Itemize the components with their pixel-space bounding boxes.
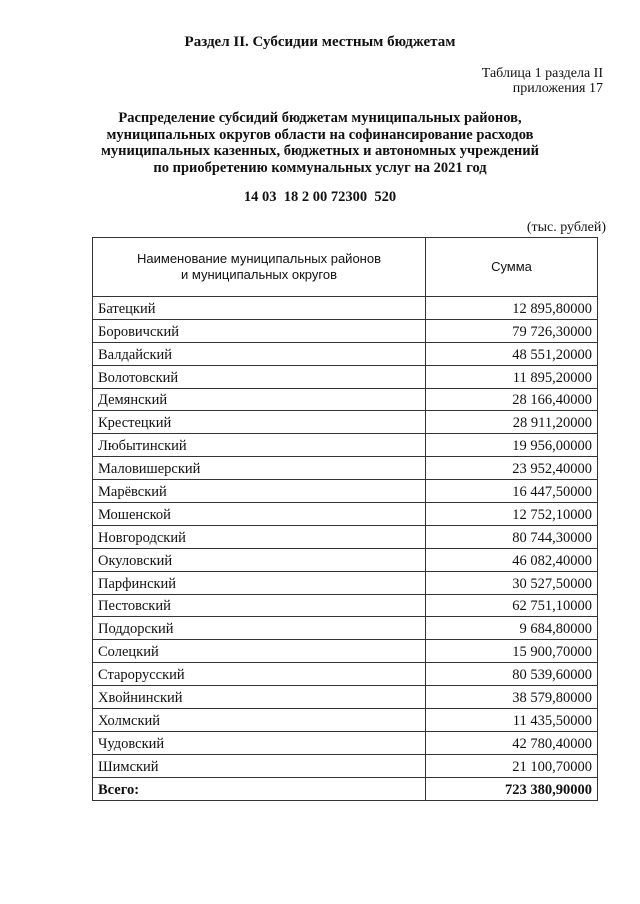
table-header-row [93, 238, 598, 297]
subsidy-amount: 9 684,80000 [426, 617, 598, 640]
district-name: Боровичский [93, 319, 426, 342]
district-name: Шимский [93, 754, 426, 777]
district-name: Старорусский [93, 663, 426, 686]
subsidy-amount: 11 895,20000 [426, 365, 598, 388]
table-row [93, 731, 598, 754]
subsidy-amount: 38 579,80000 [426, 686, 598, 709]
subsidy-amount: 12 752,10000 [426, 503, 598, 526]
total-label: Всего: [93, 777, 426, 800]
table-row [93, 365, 598, 388]
table-row [93, 754, 598, 777]
table-row [93, 388, 598, 411]
table-row [93, 503, 598, 526]
subsidy-amount: 12 895,80000 [426, 297, 598, 320]
subsidy-amount: 21 100,70000 [426, 754, 598, 777]
document-heading [0, 110, 640, 176]
subsidy-amount: 48 551,20000 [426, 342, 598, 365]
district-name: Любытинский [93, 434, 426, 457]
district-name: Новгородский [93, 525, 426, 548]
district-name: Окуловский [93, 548, 426, 571]
name-column-header [93, 238, 426, 297]
heading-line: по приобретению коммунальных услуг на 2021 год [153, 159, 487, 176]
table-row [93, 640, 598, 663]
table-reference-line: Таблица 1 раздела II [481, 66, 603, 81]
district-name: Хвойнинский [93, 686, 426, 709]
subsidy-amount: 42 780,40000 [426, 731, 598, 754]
subsidy-amount: 15 900,70000 [426, 640, 598, 663]
table-reference-line: приложения 17 [512, 81, 603, 96]
subsidy-amount: 80 744,30000 [426, 525, 598, 548]
district-name: Мошенской [93, 503, 426, 526]
heading-line: муниципальных казенных, бюджетных и автономных учреждений [101, 143, 539, 159]
subsidy-amount: 62 751,10000 [426, 594, 598, 617]
district-name: Парфинский [93, 571, 426, 594]
subsidy-amount: 16 447,50000 [426, 480, 598, 503]
table-row [93, 411, 598, 434]
table-row [93, 548, 598, 571]
subsidy-amount: 28 911,20000 [426, 411, 598, 434]
header-line: Наименование муниципальных районов [137, 251, 381, 266]
table-row [93, 594, 598, 617]
budget-code: 14 03 18 2 00 72300 520 [243, 189, 397, 205]
district-name: Поддорский [93, 617, 426, 640]
subsidy-amount: 80 539,60000 [426, 663, 598, 686]
subsidy-amount: 30 527,50000 [426, 571, 598, 594]
table-row [93, 686, 598, 709]
district-name: Пестовский [93, 594, 426, 617]
table-row [93, 457, 598, 480]
total-amount: 723 380,90000 [426, 777, 598, 800]
table-row [93, 480, 598, 503]
subsidy-amount: 11 435,50000 [426, 709, 598, 732]
district-name: Волотовский [93, 365, 426, 388]
subsidy-amount: 23 952,40000 [426, 457, 598, 480]
table-row [93, 617, 598, 640]
header-line: и муниципальных округов [181, 267, 337, 282]
table-row [93, 525, 598, 548]
subsidy-amount: 79 726,30000 [426, 319, 598, 342]
table-row [93, 319, 598, 342]
table-row [93, 663, 598, 686]
table-row [93, 434, 598, 457]
district-name: Марёвский [93, 480, 426, 503]
table-body [93, 297, 598, 801]
table-row [93, 571, 598, 594]
heading-line: муниципальных округов области на софинансирование расходов [106, 126, 534, 143]
district-name: Демянский [93, 388, 426, 411]
table-row [93, 297, 598, 320]
table-row [93, 709, 598, 732]
district-name: Крестецкий [93, 411, 426, 434]
district-name: Валдайский [93, 342, 426, 365]
heading-line: Распределение субсидий бюджетам муниципальных районов, [118, 110, 522, 126]
total-row [93, 777, 598, 800]
subsidy-table [92, 237, 598, 801]
subsidy-amount: 46 082,40000 [426, 548, 598, 571]
table-reference [482, 66, 603, 96]
district-name: Чудовский [93, 731, 426, 754]
district-name: Холмский [93, 709, 426, 732]
section-title: Раздел II. Субсидии местным бюджетам [184, 34, 456, 50]
amount-column-header: Сумма [426, 238, 598, 297]
subsidy-amount: 28 166,40000 [426, 388, 598, 411]
district-name: Маловишерский [93, 457, 426, 480]
district-name: Батецкий [93, 297, 426, 320]
units-label: (тыс. рублей) [526, 220, 606, 235]
district-name: Солецкий [93, 640, 426, 663]
table-row [93, 342, 598, 365]
subsidy-amount: 19 956,00000 [426, 434, 598, 457]
